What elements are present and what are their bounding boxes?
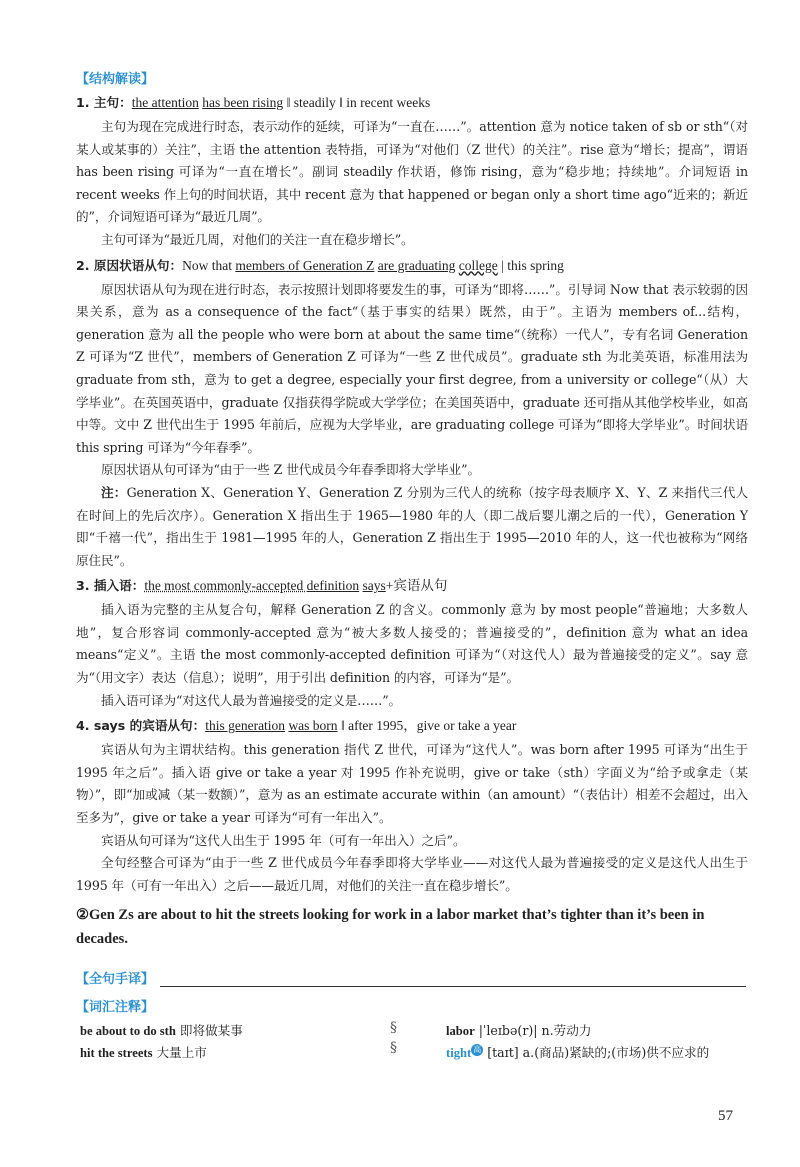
- heading-label: 1. 主句：: [76, 95, 132, 110]
- vocab-term: hit the streets: [80, 1046, 153, 1060]
- heading-reason-clause: [76, 256, 748, 276]
- verb: says: [362, 578, 386, 594]
- pre: Now that: [182, 257, 236, 273]
- heading-label: 4. says 的宾语从句：: [76, 718, 206, 734]
- subject: this generation: [205, 718, 286, 734]
- structure-tag: 【结构解读】: [76, 72, 155, 87]
- paragraph: 宾语从句为主谓状结构。this generation 指代 Z 世代，可译为“这代人”。was born after 1995 可译为“出生于 1995 年之后”。插入语 give or take a year 对 1995 作补充说明，give or take（sth）字面义为“给予或拿走（某物）”，即“加或减（某一数额）”，意为 as an estimate accurate within（an amount）“（表估计）相差不会超过，出入至多为”，give or take a year 可译为“可有一年出入”。: [76, 742, 748, 826]
- verb: are graduating: [377, 257, 456, 273]
- heading-object-clause: [76, 716, 748, 736]
- vocab-term: tight: [446, 1046, 472, 1060]
- vocab-item: [80, 1020, 243, 1039]
- vocab-term: be about to do sth: [80, 1024, 176, 1038]
- paragraph: 插入语可译为“对这代人最为普遍接受的定义是……”。: [101, 692, 402, 708]
- paragraph: 主句为现在完成进行时态，表示动作的延续，可译为“一直在……”。attention 意为 notice taken of sb or sth“（对某人或某事的）关注”，主语 the attention 表特指，可译为“对他们（Z 世代）的关注”。rise 意为“增长；提高”，谓语 has been rising 可译为“一直在增长”。副词 steadily 作状语，修饰 rising，意为“稳步地；持续地”。介词短语 in recent weeks 作上句的时间状语，其中 recent 意为 that happened or began only a short time ago“近来的；新近的”，介词短语可译为“最近几周”。: [76, 119, 748, 225]
- column-divider: § §: [390, 1020, 397, 1056]
- rest: ‖ after 1995，give or take a year: [337, 718, 517, 734]
- translation-tag: 【全句手译】: [76, 972, 155, 987]
- pre: the most commonly-accepted: [144, 578, 307, 594]
- vocab-meaning: 大量上市: [152, 1045, 207, 1060]
- analysis-section: [76, 68, 748, 897]
- rest: ‖ steadily ‖ in recent weeks: [283, 95, 431, 110]
- vocab-item: [446, 1020, 591, 1039]
- verb: was born: [288, 718, 338, 734]
- verb: has been rising: [202, 95, 284, 110]
- vocab-meaning: |ˈleɪbə(r)| n.劳动力: [474, 1023, 592, 1038]
- paragraph: 插入语为完整的主从复合句，解释 Generation Z 的含义。commonly 意为 by most people“普遍地；大多数人地”，复合形容词 commonly-accepted 意为“被大多数人接受的；普遍接受的”，definition 意为 what an idea means“定义”。主语 the most commonly-accepted definition 可译为“（对这代人）最为普遍接受的定义”。say 意为“（用文字）表达（信息）；说明”，用于引出 definition 的内容，可译为“是”。: [76, 602, 748, 686]
- translation-row: [76, 968, 746, 987]
- paragraph: 全句经整合可译为“由于一些 Z 世代成员今年春季即将大学毕业——对这代人最为普遍接受的定义是这代人出生于 1995 年（可有一年出入）之后——最近几周，对他们的关注一直在稳步增长”。: [76, 855, 748, 893]
- note-label: 注：: [101, 484, 127, 500]
- vocab-tag: 【词汇注释】: [76, 1000, 155, 1015]
- heading-main-clause: [76, 93, 748, 113]
- note-text: Generation X、Generation Y、Generation Z 分别为三代人的统称（按字母表顺序 X、Y、Z 来指代三代人在时间上的先后次序）。Generation X 指出生于 1965—1980 年的人（即二战后婴儿潮之后的一代），Generation Y 即“千禧一代”，指出生于 1981—1995 年的人，Generation Z 指出生于 1995—2010 年的人，这一代也被称为“网络原住民”。: [76, 484, 748, 568]
- subject: definition: [306, 578, 360, 594]
- frequency-badge-icon: 高: [473, 1044, 482, 1054]
- rest: | this spring: [497, 257, 564, 273]
- paragraph: 原因状语从句为现在进行时态，表示按照计划即将要发生的事，可译为“即将……”。引导词 Now that 表示较弱的因果关系，意为 as a consequence of the fact“（基于事实的结果）既然，由于”。主语为 members of...结构，generation 意为 all the people who were born at about the same time“（统称）一代人”，专有名词 Generation Z 可译为“Z 世代”，members of Generation Z 可译为“一些 Z 世代成员”。graduate sth 为北美英语，标准用法为 graduate from sth，意为 to get a degree, especially your first degree, from a university or college“（从）大学毕业”。在英国英语中，graduate 仅指获得学院或大学学位；在美国英语中，graduate 还可指从其他学校毕业，如高中等。文中 Z 世代出生于 1995 年前后，应视为大学毕业，are graduating college 可译为“即将大学毕业”。时间状语 this spring 可译为“今年春季”。: [76, 281, 748, 455]
- subject: members of Generation Z: [235, 257, 375, 273]
- heading-parenthesis: [76, 576, 748, 596]
- heading-label: 2. 原因状语从句：: [76, 257, 183, 273]
- sentence-2: ②Gen Zs are about to hit the streets looking for work in a labor market that’s tighter than it’s been in decades.: [76, 907, 705, 947]
- subject: the attention: [131, 95, 199, 110]
- vocab-term: labor: [446, 1024, 475, 1038]
- vocab-item: [80, 1042, 207, 1061]
- vocab-meaning: [taɪt] a.(商品)紧缺的;(市场)供不应求的: [483, 1045, 710, 1060]
- heading-label: 3. 插入语：: [76, 578, 145, 594]
- vocab-item: [446, 1042, 709, 1061]
- rest: +宾语从句: [385, 578, 448, 594]
- paragraph: 原因状语从句可译为“由于一些 Z 世代成员今年春季即将大学毕业”。: [101, 462, 480, 478]
- paragraph: 主句可译为“最近几周，对他们的关注一直在稳步增长”。: [101, 231, 414, 247]
- translation-fill-line[interactable]: [160, 972, 746, 987]
- vocab-meaning: 即将做某事: [175, 1023, 243, 1038]
- note-paragraph: [76, 482, 748, 572]
- page-number: 57: [718, 1108, 733, 1124]
- paragraph: 宾语从句可译为“这代人出生于 1995 年（可有一年出入）之后”。: [101, 832, 466, 848]
- object: college: [458, 257, 498, 273]
